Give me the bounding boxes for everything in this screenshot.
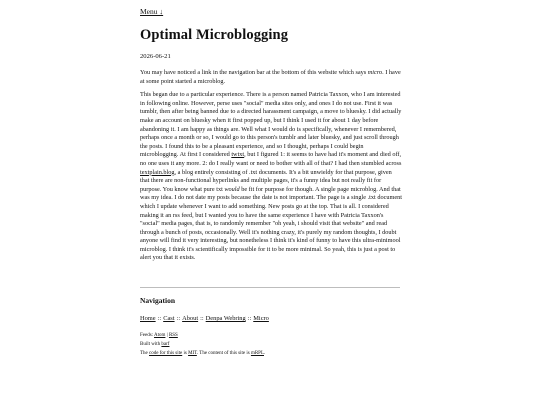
nav-link-micro[interactable]: Micro [253,315,269,322]
code-link[interactable]: code for this site [149,350,183,356]
paragraph-intro-text-b: . I have at some point started a microblog. [140,69,401,85]
paragraph-main-text-a: This began due to a particular experience. There is a person named Patricia Taxxon, who I am interested in following online. However, perse uses "social" media sites only, and ones I do not use. First it was tumblr, then after being banned due to a directed harassment campaign, a move to bluesky. I did actually make an account on bluesky when it first popped up, but I think I used it for about 1 day before abandoning it. I am happy as things are. Well what I would do is specifically, whenever I remembered, perhaps once a month or so, I would go to this person's tumblr and later bluesky, and just scroll through the posts. I found this to be a pleasant experience, and so I thought, perhaps I could begin microblogging. At first I considered [140,91,402,159]
navigation-links [140,315,269,322]
atom-feed-link[interactable]: Atom [154,333,166,338]
nav-link-cast[interactable]: Cast [163,315,175,322]
post-date: 2026-06-21 [140,53,171,60]
rss-feed-link[interactable]: RSS [168,333,178,338]
feeds-pipe: | [165,333,169,338]
twtxt-link[interactable]: twtxt [231,151,245,159]
nav-link-about[interactable]: About [182,315,199,322]
paragraph-main-text-b: , but I figured 1: it seems to have had it's moment and died off, no one uses it any more. 2: do I really want or need to bother with all of that? I had then stumbled across [140,151,402,167]
license-period: . [264,350,266,356]
nav-separator: :: [247,315,252,322]
micro-emphasis: micro [367,69,383,76]
feeds-line [140,332,265,341]
content-label: . The content of this site is [196,350,251,356]
nav-link-home[interactable]: Home [140,315,156,322]
menu-link[interactable]: Menu ↓ [140,7,164,16]
nav-separator: :: [157,315,162,322]
built-with-line [140,341,265,350]
mit-license-link[interactable]: MIT [188,350,197,356]
paragraph-main [140,91,402,263]
paragraph-intro [140,69,402,86]
code-is-label: is [182,350,189,356]
built-with-label: Built with [140,341,162,347]
textplain-blog-link[interactable]: textplain.blog [140,168,175,176]
code-label: The [140,350,150,356]
nav-separator: :: [200,315,204,322]
nav-separator: :: [176,315,181,322]
barf-link[interactable]: barf [161,341,170,347]
feeds-label: Feeds: [140,333,155,338]
paragraph-main-text-d: be fit for purpose for though. A single page microblog. And that was my idea. I do not date my posts because the date is not important. The page is a single .txt document which I update whenever I want to add something. New posts go at the top. That is all. I considered making it an rss feed, but I wanted you to have the same experience I have with Patricia Taxxon's "social" media pages, that is, to randomly remember "oh yeah, i should visit that website" and read through a bunch of posts, occasionally. Well it's nothing crazy, it's purely my random thoughts, I doubt anyone will find it very interesting, but nonetheless I think it's kind of funny to have this ultra-minimool microblog. I think it's scientifically impossible for it to be more minimal. So yeah, this is just a post to alert you that it exists. [140,185,402,262]
navigation-heading: Navigation [140,296,176,305]
paragraph-main-text-c: , a blog entirely consisting of .txt documents. It's a bit unwieldy for that purpose, given that there are non-functional hyperlinks and multiple pages, it's a funny idea but not really fit for purpose. You know what pure txt [140,168,392,193]
footer-divider [140,287,400,288]
license-line [140,350,265,359]
mrpl-license-link[interactable]: mRPL [250,350,264,356]
page-title: Optimal Microblogging [140,27,289,43]
would-emphasis: would [224,185,240,193]
site-footer [140,332,265,358]
paragraph-intro-text-a: You may have noticed a link in the navigation bar at the bottom of this website which says [140,69,368,76]
nav-link-denpa-webring[interactable]: Denpa Webring [205,315,246,322]
post-body [140,69,402,268]
